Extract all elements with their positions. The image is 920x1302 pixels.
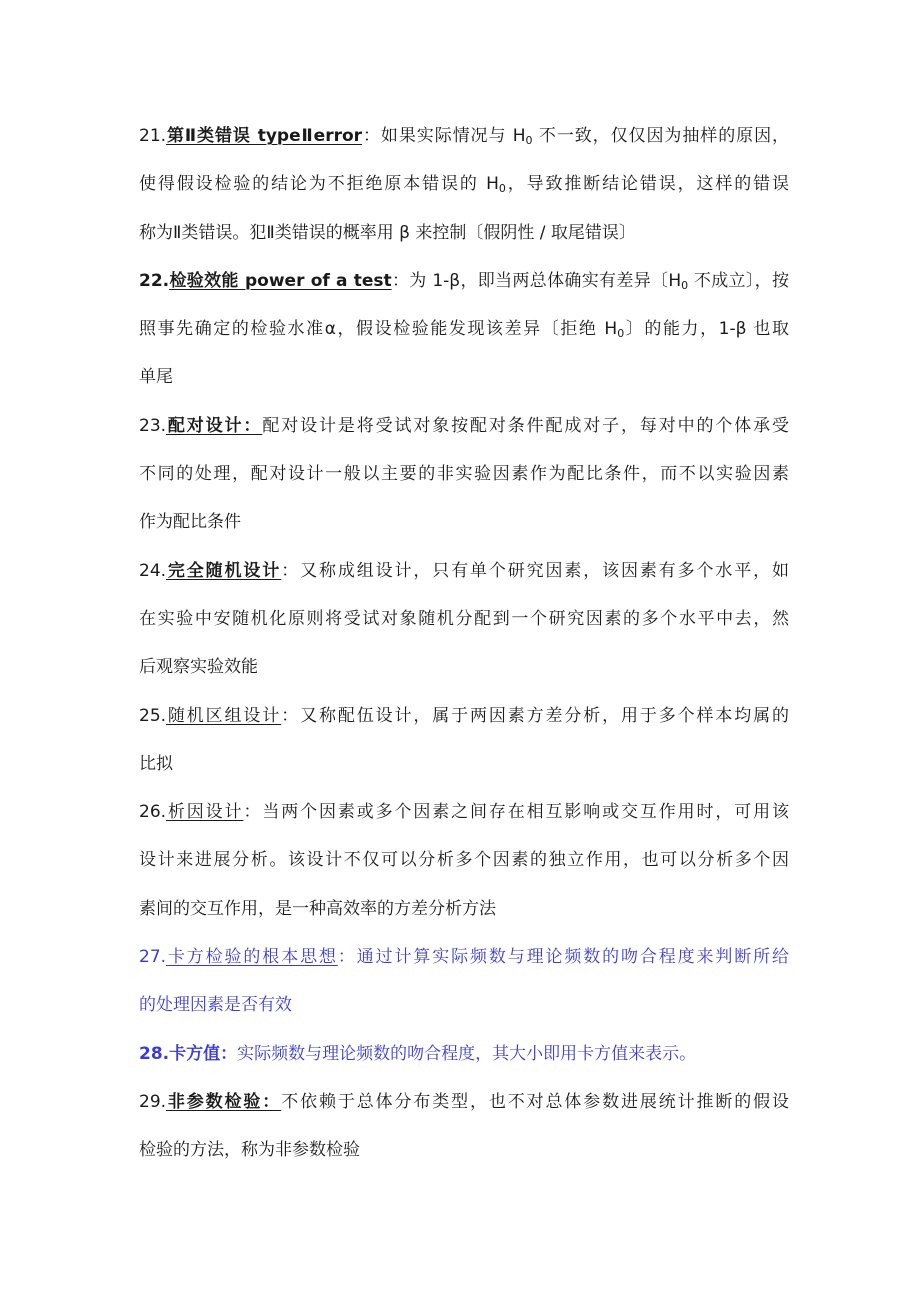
text-line: 在实验中安随机化原则将受试对象随机分配到一个研究因素的多个水平中去，然 [139, 608, 789, 629]
text-line: 不同的处理，配对设计一般以主要的非实验因素作为配比条件，而不以实验因素 [139, 464, 789, 485]
text-line: 作为配比条件 [139, 512, 241, 533]
document-page [139, 112, 789, 1175]
text-line: 素间的交互作用，是一种高效率的方差分析方法 [139, 898, 496, 919]
term-factorial-design: 析因设计 [166, 802, 244, 823]
text-line: 称为Ⅱ类错误。犯Ⅱ类错误的概率用 β 来控制〔假阴性 / 取尾错误〕 [139, 222, 636, 243]
text-line: 单尾 [139, 367, 173, 388]
text-line: 比拟 [139, 753, 173, 774]
term-completely-random-design: 完全随机设计 [166, 560, 282, 581]
text-line: 检验的方法，称为非参数检验 [139, 1140, 360, 1161]
text-line: 21.第Ⅱ类错误 typeⅡerror：如果实际情况与 $H_0$ 不一致，仅仅因为抽样的原因， [139, 126, 789, 147]
entry-26 [139, 788, 789, 933]
term-randomized-block-design: 随机区组设计 [166, 705, 282, 726]
entry-21 [139, 112, 789, 257]
text-line: 23.配对设计：配对设计是将受试对象按配对条件配成对子，每对中的个体承受 [139, 415, 789, 436]
entry-29 [139, 1078, 789, 1175]
text-line: 24.完全随机设计：又称成组设计，只有单个研究因素，该因素有多个水平，如 [139, 560, 789, 581]
entry-27 [139, 933, 789, 1030]
entry-23 [139, 402, 789, 547]
text-line: 的处理因素是否有效 [139, 995, 292, 1016]
entry-22 [139, 257, 789, 402]
text-line: 27.卡方检验的根本思想：通过计算实际频数与理论频数的吻合程度来判断所给 [139, 947, 789, 968]
text-line: 25.随机区组设计：又称配伍设计，属于两因素方差分析，用于多个样本均属的 [139, 705, 789, 726]
text-line: 28.卡方值：实际频数与理论频数的吻合程度，其大小即用卡方值来表示。 [139, 1043, 697, 1064]
entry-25 [139, 692, 789, 789]
text-line: 使得假设检验的结论为不拒绝原本错误的 $H_0$，导致推断结论错误，这样的错误 [139, 174, 789, 196]
term-nonparametric-test: 非参数检验： [166, 1091, 282, 1112]
text-line: 后观察实验效能 [139, 657, 258, 678]
entry-28 [139, 1030, 789, 1078]
text-line: 26.析因设计：当两个因素或多个因素之间存在相互影响或交互作用时，可用该 [139, 802, 789, 823]
term-power-of-a-test: 检验效能 power of a test [169, 270, 392, 291]
term-type-ii-error: 第Ⅱ类错误 typeⅡerror [166, 126, 363, 146]
text-line: 设计来进展分析。该设计不仅可以分析多个因素的独立作用，也可以分析多个因 [139, 850, 789, 871]
entry-24 [139, 547, 789, 692]
text-line: 22.检验效能 power of a test：为 1-β，即当两总体确实有差异〔$H_0$ 不成立〕，按 [139, 270, 789, 292]
text-line: 照事先确定的检验水准α，假设检验能发现该差异〔拒绝 $H_0$〕的能力，1-β 也取 [139, 319, 789, 341]
term-chi-square-idea: 卡方检验的根本思想 [166, 947, 338, 968]
text-line: 29.非参数检验：不依赖于总体分布类型，也不对总体参数进展统计推断的假设 [139, 1091, 789, 1112]
term-chi-square-value: 28.卡方值： [139, 1043, 238, 1064]
term-paired-design: 配对设计： [166, 415, 263, 436]
